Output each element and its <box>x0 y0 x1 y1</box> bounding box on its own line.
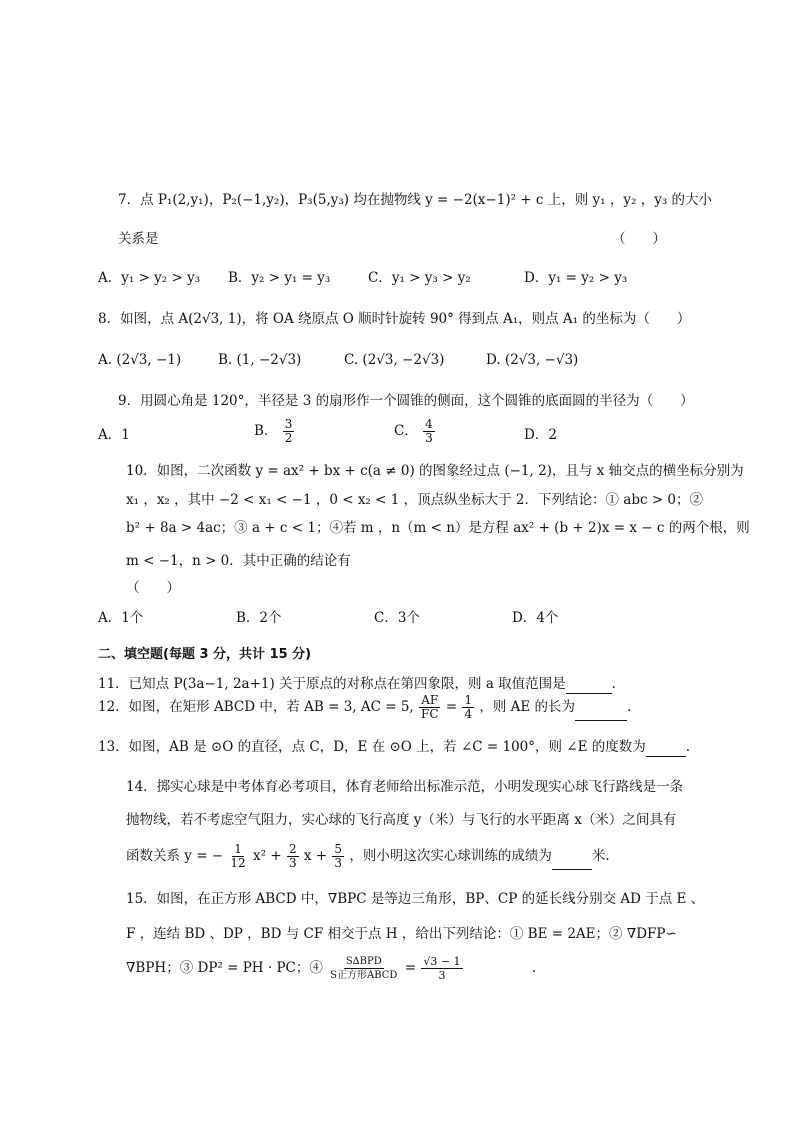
fraction-numerator: AF <box>421 693 439 707</box>
q13-line <box>98 737 690 757</box>
q8-option-d: D. (2√3, −√3) <box>486 352 579 368</box>
q7-line1: 7．点 P₁(2,y₁)，P₂(−1,y₂)，P₃(5,y₃) 均在抛物线 y = −2(x−1)² + c 上，则 y₁ ，y₂ ，y₃ 的大小 <box>118 192 713 208</box>
q11-end: . <box>611 676 616 692</box>
fraction-numerator: 4 <box>425 417 433 431</box>
q12-line <box>98 694 631 721</box>
fraction-denominator: S正方形ABCD <box>330 970 398 981</box>
q14-term-1: x² + <box>253 848 282 864</box>
q7-option-b: B．y₂ > y₁ = y₃ <box>228 270 331 286</box>
q9-option-c-prefix: C． <box>394 423 418 439</box>
q15-equals: = <box>404 960 417 976</box>
q12-suffix: ，则 AE 的长为 <box>479 699 576 715</box>
q10-option-a: A．1个 <box>98 610 144 626</box>
q10-option-b: B．2个 <box>236 610 282 626</box>
q9-option-a: A．1 <box>98 427 130 443</box>
q10-line3: b² + 8a > 4ac；③ a + c < 1；④若 m ，n（m < n）是方程 ax² + (b + 2)x = x − c 的两个根，则 <box>126 520 750 536</box>
q14-line2: 抛物线，若不考虑空气阻力，实心球的飞行高度 y（米）与飞行的水平距离 x（米）之间具有 <box>126 812 677 828</box>
answer-blank[interactable] <box>646 742 686 757</box>
q13-end: . <box>685 739 691 755</box>
q8-option-c: C. (2√3, −2√3) <box>344 352 445 368</box>
q7-option-a: A．y₁ > y₂ > y₃ <box>98 270 201 286</box>
q8-option-b: B. (1, −2√3) <box>218 352 302 368</box>
fraction-denominator: FC <box>421 707 439 721</box>
fraction-numerator: S∆BPD <box>345 956 382 967</box>
fraction-numerator: √3 − 1 <box>423 955 461 968</box>
q10-line4: m < −1，n > 0．其中正确的结论有 <box>126 553 351 569</box>
fraction-denominator: 3 <box>425 431 433 445</box>
q15-area-fraction <box>328 955 399 982</box>
q15-line3 <box>126 955 536 982</box>
q9-option-c-fraction <box>423 418 435 445</box>
q12-equals: = <box>445 699 458 715</box>
fraction-numerator: 5 <box>334 842 343 856</box>
q7-paren: （ ） <box>612 231 666 247</box>
q14-line3 <box>126 843 610 870</box>
fraction-denominator: 2 <box>284 431 293 445</box>
fraction-denominator: 3 <box>334 856 343 870</box>
q8-option-a: A. (2√3, −1) <box>98 352 182 368</box>
q15-ratio-fraction <box>421 955 462 982</box>
q9-option-b <box>254 418 295 445</box>
q15-line1: 15．如图，在正方形 ABCD 中，∇BPC 是等边三角形，BP、CP 的延长线分别交 AD 于点 E 、 <box>126 891 705 907</box>
q15-end: . <box>531 960 537 976</box>
answer-blank[interactable] <box>575 706 627 721</box>
q10-option-d: D．4个 <box>512 610 559 626</box>
q10-line1: 10．如图，二次函数 y = ax² + bx + c(a ≠ 0) 的图象经过点 (−1, 2)，且与 x 轴交点的横坐标分别为 <box>126 463 744 479</box>
q11-line <box>98 674 616 694</box>
section-heading-fill-in: 二、填空题(每题 3 分，共计 15 分) <box>98 647 312 662</box>
q9-option-d: D．2 <box>524 427 557 443</box>
q7-option-d: D．y₁ = y₂ > y₃ <box>524 270 628 286</box>
q14-fraction-2 <box>287 843 299 870</box>
q9-option-b-prefix: B． <box>254 423 278 439</box>
q14-term-2: x + <box>303 848 328 864</box>
q9-option-c <box>394 418 436 445</box>
q14-unit: 米. <box>591 848 610 864</box>
fraction-denominator: 3 <box>438 969 446 982</box>
q13-text: 13．如图，AB 是 ⊙O 的直径，点 C，D，E 在 ⊙O 上，若 ∠C = 100°，则 ∠E 的度数为 <box>98 739 646 755</box>
q10-option-c: C．3个 <box>374 610 420 626</box>
q7-line2: 关系是 <box>118 231 159 247</box>
q14-line3-suffix: ，则小明这次实心球训练的成绩为 <box>349 848 552 864</box>
fraction-denominator: 3 <box>288 856 297 870</box>
q12-fraction-one-quarter <box>462 694 474 721</box>
q10-line2: x₁ ，x₂ ，其中 −2 < x₁ < −1 ，0 < x₂ < 1 ，顶点纵坐标大于 2．下列结论：① abc > 0；② <box>126 492 704 508</box>
q11-text: 11．已知点 P(3a−1, 2a+1) 关于原点的对称点在第四象限，则 a 取值范围是 <box>98 676 566 692</box>
q15-line2: F ，连结 BD 、DP ，BD 与 CF 相交于点 H ，给出下列结论：① BE = 2AE；② ∇DFP∽ <box>126 926 677 942</box>
q12-end: . <box>627 699 632 715</box>
fraction-denominator: 12 <box>230 856 246 870</box>
q15-line3-prefix: ∇BPH；③ DP² = PH · PC；④ <box>126 960 323 976</box>
fraction-numerator: 1 <box>234 842 242 856</box>
answer-blank[interactable] <box>468 968 532 982</box>
q14-line1: 14．掷实心球是中考体育必考项目，体育老师给出标准示范，小明发现实心球飞行路线是一条 <box>126 779 684 795</box>
q14-fraction-3 <box>332 843 344 870</box>
fraction-numerator: 3 <box>284 417 293 431</box>
q12-prefix: 12．如图，在矩形 ABCD 中，若 AB = 3, AC = 5, <box>98 699 414 715</box>
q14-fraction-1 <box>228 843 247 870</box>
q10-paren: （ ） <box>126 580 180 596</box>
q9-line1: 9．用圆心角是 120°，半径是 3 的扇形作一个圆锥的侧面，这个圆锥的底面圆的半径为（ ） <box>118 393 694 409</box>
q8-line1: 8．如图，点 A(2√3, 1)，将 OA 绕原点 O 顺时针旋转 90° 得到点 A₁，则点 A₁ 的坐标为（ ） <box>98 311 691 327</box>
q14-line3-prefix: 函数关系 y = − <box>126 848 224 864</box>
answer-blank[interactable] <box>552 855 592 870</box>
fraction-numerator: 1 <box>464 693 473 707</box>
fraction-denominator: 4 <box>464 707 473 721</box>
fraction-numerator: 2 <box>288 842 297 856</box>
q7-option-c: C．y₁ > y₃ > y₂ <box>368 270 471 286</box>
answer-blank[interactable] <box>566 679 612 694</box>
q9-option-b-fraction <box>283 418 295 445</box>
q12-fraction-af-fc <box>419 694 441 721</box>
